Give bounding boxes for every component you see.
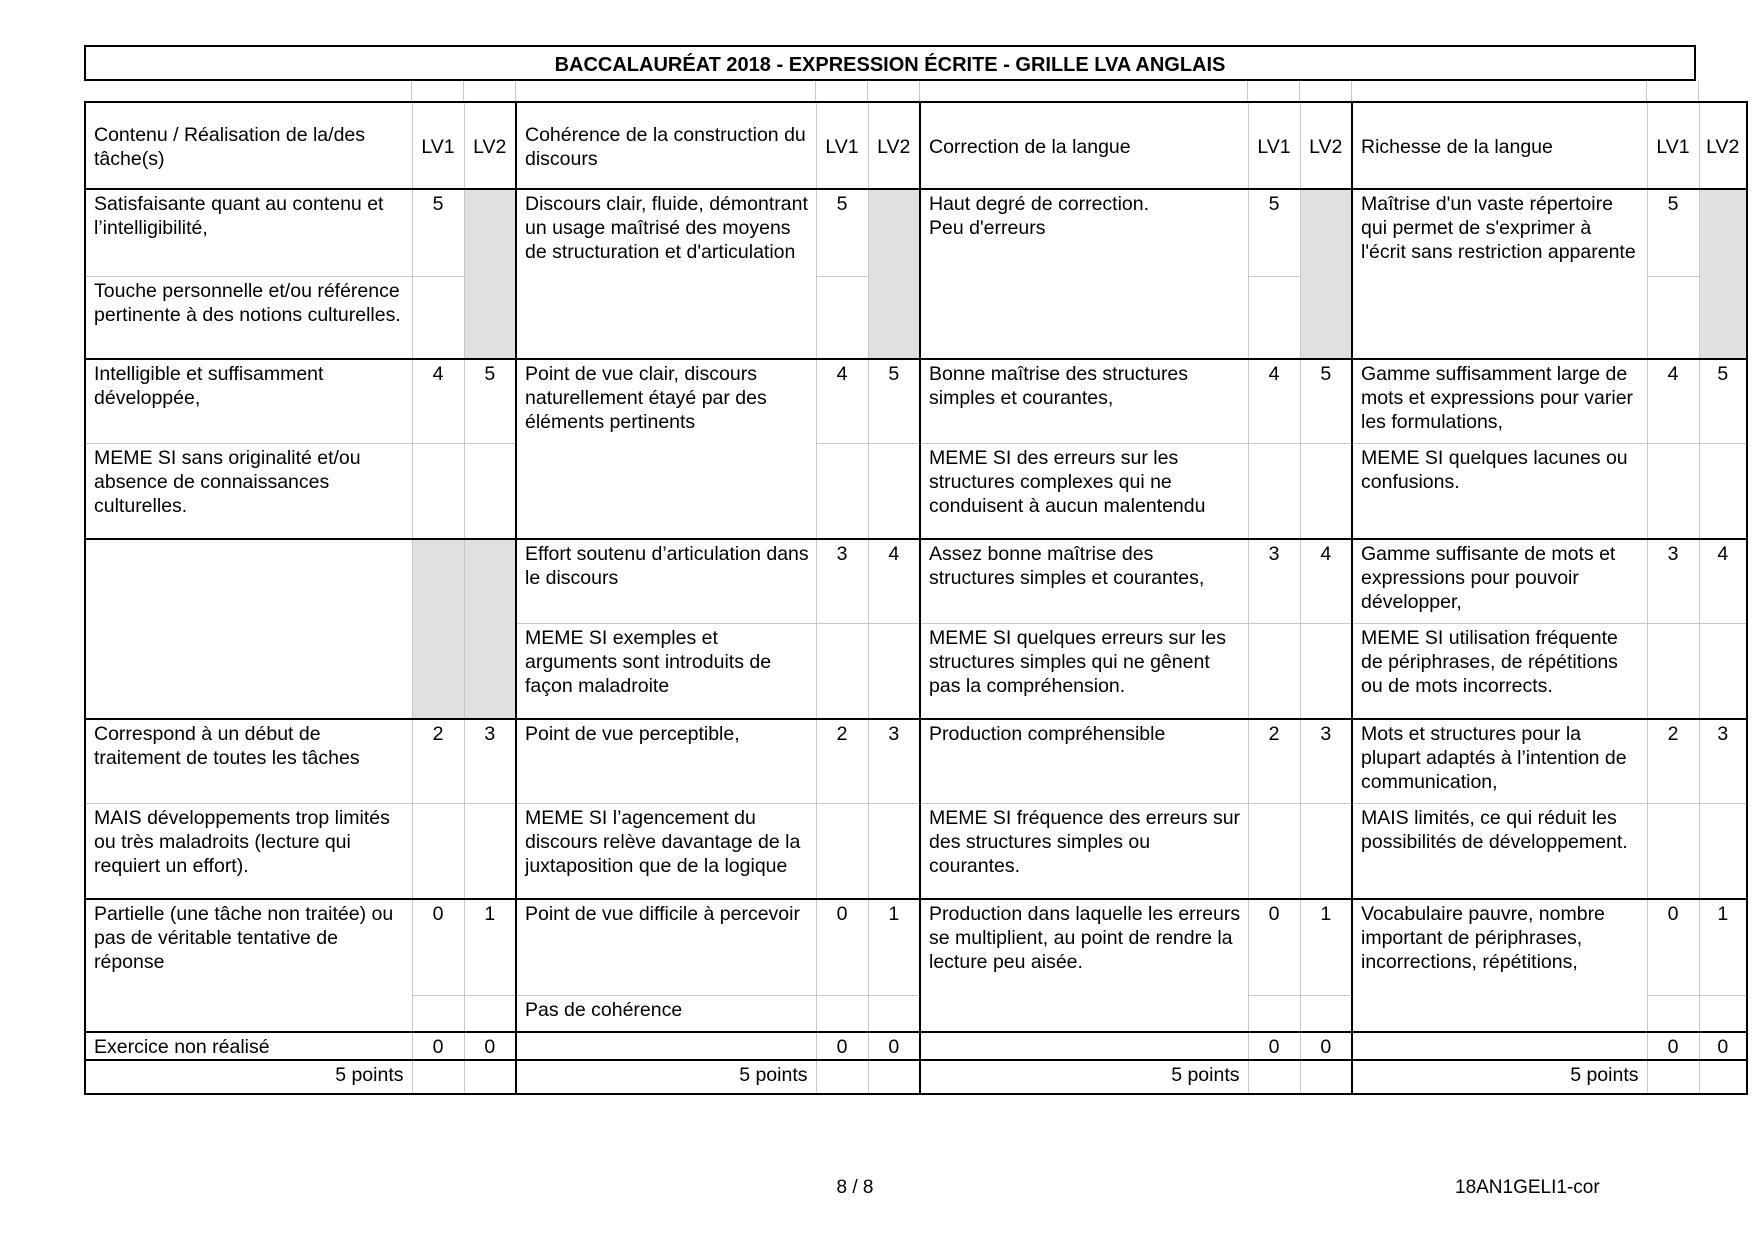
header-richesse: Richesse de la langue <box>1352 102 1647 189</box>
contenu-cell: Exercice non réalisé <box>85 1032 412 1060</box>
table-row <box>85 189 1747 276</box>
score-cell: 5 <box>464 359 516 443</box>
score-cell-empty <box>868 1060 920 1094</box>
contenu-cell: Correspond à un début de traitement de toutes les tâches <box>85 719 412 803</box>
score-cell-empty <box>1699 443 1747 539</box>
score-cell: 3 <box>1647 539 1699 623</box>
score-cell-empty <box>868 803 920 899</box>
table-row <box>85 443 1747 539</box>
correction-cell: Bonne maîtrise des structures simples et courantes, <box>920 359 1248 443</box>
score-cell-empty <box>816 443 868 539</box>
points-richesse: 5 points <box>1352 1060 1647 1094</box>
correction-cell-empty <box>920 1032 1248 1060</box>
points-correction: 5 points <box>920 1060 1248 1094</box>
score-cell-empty <box>1248 995 1300 1032</box>
score-cell: 0 <box>1647 1032 1699 1060</box>
header-contenu: Contenu / Réalisation de la/des tâche(s) <box>85 102 412 189</box>
shaded-cell <box>1699 189 1747 359</box>
score-cell: 2 <box>1647 719 1699 803</box>
header-coherence: Cohérence de la construction du discours <box>516 102 816 189</box>
richesse-cell: Maîtrise d'un vaste répertoire qui permet de s'exprimer à l'écrit sans restriction apparente <box>1352 189 1647 359</box>
score-cell-empty <box>868 995 920 1032</box>
score-cell: 3 <box>1248 539 1300 623</box>
coherence-cell: Point de vue difficile à percevoir <box>516 899 816 995</box>
richesse-cell: MEME SI utilisation fréquente de périphrases, de répétitions ou de mots incorrects. <box>1352 623 1647 719</box>
score-cell: 5 <box>1300 359 1352 443</box>
score-cell-empty <box>1647 1060 1699 1094</box>
table-row <box>85 803 1747 899</box>
score-cell-empty <box>464 443 516 539</box>
contenu-cell-empty <box>85 539 412 719</box>
header-lv2: LV2 <box>1300 102 1352 189</box>
score-cell-empty <box>1647 995 1699 1032</box>
coherence-cell-empty <box>516 1032 816 1060</box>
header-lv2: LV2 <box>868 102 920 189</box>
richesse-cell: Gamme suffisante de mots et expressions pour pouvoir développer, <box>1352 539 1647 623</box>
score-cell-empty <box>1699 623 1747 719</box>
score-cell: 0 <box>1248 899 1300 995</box>
score-cell-empty <box>412 276 464 359</box>
score-cell: 0 <box>1647 899 1699 995</box>
score-cell-empty <box>464 803 516 899</box>
score-cell: 4 <box>412 359 464 443</box>
score-cell-empty <box>816 803 868 899</box>
score-cell: 5 <box>816 189 868 276</box>
header-lv1: LV1 <box>816 102 868 189</box>
score-cell: 0 <box>868 1032 920 1060</box>
score-cell: 0 <box>1699 1032 1747 1060</box>
score-cell-empty <box>1699 995 1747 1032</box>
points-row <box>85 1060 1747 1094</box>
score-cell-empty <box>1699 803 1747 899</box>
richesse-cell-empty <box>1352 1032 1647 1060</box>
grading-grid-frame <box>84 45 1740 1095</box>
correction-cell: Haut degré de correction. Peu d'erreurs <box>920 189 1248 359</box>
score-cell: 5 <box>1699 359 1747 443</box>
page-number: 8 / 8 <box>836 1177 874 1198</box>
score-cell: 3 <box>464 719 516 803</box>
coherence-cell: MEME SI l’agencement du discours relève davantage de la juxtaposition que de la logique <box>516 803 816 899</box>
score-cell: 3 <box>1300 719 1352 803</box>
contenu-cell: Satisfaisante quant au contenu et l’intelligibilité, <box>85 189 412 276</box>
header-row <box>85 102 1747 189</box>
score-cell-empty <box>412 995 464 1032</box>
score-cell: 3 <box>1699 719 1747 803</box>
score-cell-empty <box>1647 623 1699 719</box>
score-cell-empty <box>412 1060 464 1094</box>
score-cell: 2 <box>1248 719 1300 803</box>
document-code: 18AN1GELI1-cor <box>1455 1177 1600 1198</box>
score-cell-empty <box>1647 443 1699 539</box>
table-row <box>85 359 1747 443</box>
coherence-cell: Point de vue clair, discours naturellement étayé par des éléments pertinents <box>516 359 816 539</box>
score-cell-empty <box>1647 803 1699 899</box>
correction-cell: MEME SI quelques erreurs sur les structures simples qui ne gênent pas la compréhension. <box>920 623 1248 719</box>
score-cell-empty <box>464 1060 516 1094</box>
shaded-cell <box>464 189 516 359</box>
score-cell: 2 <box>816 719 868 803</box>
score-cell-empty <box>816 623 868 719</box>
coherence-cell: Effort soutenu d’articulation dans le discours <box>516 539 816 623</box>
score-cell-empty <box>816 1060 868 1094</box>
score-cell-empty <box>816 276 868 359</box>
score-cell-empty <box>1248 443 1300 539</box>
score-cell: 2 <box>412 719 464 803</box>
score-cell: 1 <box>1300 899 1352 995</box>
correction-cell: Production dans laquelle les erreurs se multiplient, au point de rendre la lecture peu aisée. <box>920 899 1248 1032</box>
score-cell: 0 <box>1248 1032 1300 1060</box>
points-coherence: 5 points <box>516 1060 816 1094</box>
score-cell-empty <box>868 623 920 719</box>
score-cell: 1 <box>464 899 516 995</box>
score-cell-empty <box>1300 443 1352 539</box>
score-cell: 3 <box>816 539 868 623</box>
score-cell: 3 <box>868 719 920 803</box>
page-title: BACCALAURÉAT 2018 - EXPRESSION ÉCRITE - GRILLE LVA ANGLAIS <box>84 45 1696 81</box>
score-cell: 1 <box>868 899 920 995</box>
coherence-cell: MEME SI exemples et arguments sont introduits de façon maladroite <box>516 623 816 719</box>
score-cell-empty <box>1300 623 1352 719</box>
score-cell-empty <box>816 995 868 1032</box>
score-cell: 4 <box>868 539 920 623</box>
score-cell-empty <box>412 443 464 539</box>
header-lv2: LV2 <box>464 102 516 189</box>
score-cell-empty <box>412 803 464 899</box>
contenu-cell: Intelligible et suffisamment développée, <box>85 359 412 443</box>
score-cell-empty <box>1248 803 1300 899</box>
table-row <box>85 539 1747 623</box>
shaded-cell <box>412 539 464 719</box>
score-cell: 4 <box>1699 539 1747 623</box>
score-cell-empty <box>1248 276 1300 359</box>
score-cell-empty <box>1248 623 1300 719</box>
header-lv1: LV1 <box>1248 102 1300 189</box>
shaded-cell <box>868 189 920 359</box>
score-cell: 0 <box>816 1032 868 1060</box>
score-cell: 0 <box>1300 1032 1352 1060</box>
coherence-cell: Point de vue perceptible, <box>516 719 816 803</box>
score-cell: 5 <box>412 189 464 276</box>
shaded-cell <box>1300 189 1352 359</box>
score-cell-empty <box>1300 803 1352 899</box>
table-row <box>85 719 1747 803</box>
richesse-cell: MAIS limités, ce qui réduit les possibilités de développement. <box>1352 803 1647 899</box>
header-lv1: LV1 <box>1647 102 1699 189</box>
score-cell-empty <box>1300 1060 1352 1094</box>
score-cell: 4 <box>816 359 868 443</box>
score-cell: 4 <box>1300 539 1352 623</box>
grading-table <box>84 101 1748 1095</box>
score-cell: 0 <box>464 1032 516 1060</box>
score-cell-empty <box>1699 1060 1747 1094</box>
correction-cell: MEME SI fréquence des erreurs sur des structures simples ou courantes. <box>920 803 1248 899</box>
coherence-cell: Discours clair, fluide, démontrant un usage maîtrisé des moyens de structuration et d'articulation <box>516 189 816 359</box>
spacer-row <box>84 81 1746 101</box>
score-cell: 0 <box>816 899 868 995</box>
score-cell: 4 <box>1647 359 1699 443</box>
header-correction: Correction de la langue <box>920 102 1248 189</box>
contenu-cell: Touche personnelle et/ou référence pertinente à des notions culturelles. <box>85 276 412 359</box>
richesse-cell: Gamme suffisamment large de mots et expressions pour varier les formulations, <box>1352 359 1647 443</box>
score-cell: 5 <box>1248 189 1300 276</box>
richesse-cell: Mots et structures pour la plupart adaptés à l’intention de communication, <box>1352 719 1647 803</box>
table-row <box>85 1032 1747 1060</box>
score-cell-empty <box>1300 995 1352 1032</box>
score-cell-empty <box>868 443 920 539</box>
richesse-cell: Vocabulaire pauvre, nombre important de périphrases, incorrections, répétitions, <box>1352 899 1647 1032</box>
score-cell: 0 <box>412 1032 464 1060</box>
score-cell: 0 <box>412 899 464 995</box>
contenu-cell: MAIS développements trop limités ou très maladroits (lecture qui requiert un effort). <box>85 803 412 899</box>
score-cell: 5 <box>1647 189 1699 276</box>
correction-cell: Assez bonne maîtrise des structures simples et courantes, <box>920 539 1248 623</box>
score-cell: 1 <box>1699 899 1747 995</box>
header-lv2: LV2 <box>1699 102 1747 189</box>
correction-cell: MEME SI des erreurs sur les structures complexes qui ne conduisent à aucun malentendu <box>920 443 1248 539</box>
shaded-cell <box>464 539 516 719</box>
table-row <box>85 899 1747 995</box>
header-lv1: LV1 <box>412 102 464 189</box>
score-cell-empty <box>464 995 516 1032</box>
contenu-cell: Partielle (une tâche non traitée) ou pas de véritable tentative de réponse <box>85 899 412 1032</box>
contenu-cell: MEME SI sans originalité et/ou absence de connaissances culturelles. <box>85 443 412 539</box>
richesse-cell: MEME SI quelques lacunes ou confusions. <box>1352 443 1647 539</box>
correction-cell: Production compréhensible <box>920 719 1248 803</box>
points-contenu: 5 points <box>85 1060 412 1094</box>
score-cell: 4 <box>1248 359 1300 443</box>
score-cell-empty <box>1647 276 1699 359</box>
score-cell-empty <box>1248 1060 1300 1094</box>
coherence-cell: Pas de cohérence <box>516 995 816 1032</box>
score-cell: 5 <box>868 359 920 443</box>
